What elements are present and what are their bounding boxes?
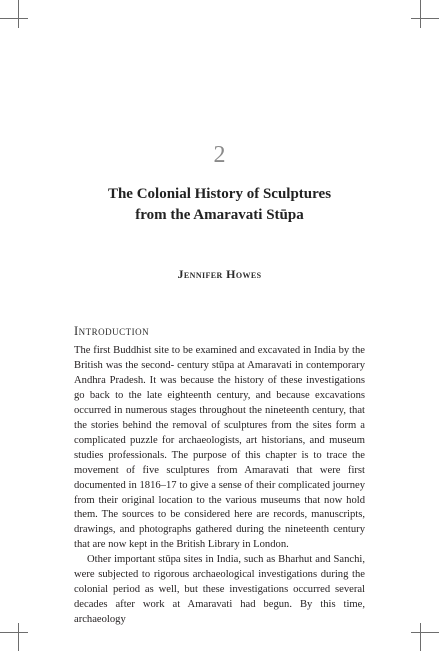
crop-mark-top-right-vertical: [420, 0, 421, 28]
body-text: [74, 344, 365, 628]
crop-mark-bottom-left-horizontal: [0, 632, 28, 633]
crop-mark-bottom-right-vertical: [420, 623, 421, 651]
body-paragraph: The first Buddhist site to be examined and excavated in India by the British was the second- century stūpa at Amaravati in contemporary Andhra Pradesh. It was because the history of these investigations go back to the late eighteenth century, and because excavations occurred in numerous stages throughout the nineteenth century, that the stories behind the removal of sculptures from the sites form a complicated puzzle for archaeologists, art historians, and museum studies professionals. The purpose of this chapter is to trace the movement of five sculptures from Amaravati that were first documented in 1816–17 to give a sense of their complicated journey from their original location to the various museums that now hold them. The sources to be considered here are records, manuscripts, drawings, and photographs gathered during the nineteenth century that are now kept in the British Library in London.: [74, 345, 365, 551]
chapter-title-line-1: The Colonial History of Sculptures: [107, 186, 332, 202]
crop-mark-top-left-horizontal: [0, 18, 28, 19]
chapter-title: [0, 184, 439, 226]
crop-mark-top-left-vertical: [18, 0, 19, 28]
chapter-number: 2: [213, 142, 226, 168]
crop-mark-bottom-right-horizontal: [411, 632, 439, 633]
chapter-author: Jennifer Howes: [177, 267, 262, 281]
crop-mark-top-right-horizontal: [411, 18, 439, 19]
chapter-title-line-2: from the Amaravati Stūpa: [135, 207, 304, 223]
section-heading: Introduction: [74, 324, 150, 338]
body-paragraph: Other important stūpa sites in India, such as Bharhut and Sanchi, were subjected to rigorous archaeological investigations during the colonial period as well, but these investigations occurred several decades after work at Amaravati had begun. By this time, archaeology: [74, 554, 365, 626]
crop-mark-bottom-left-vertical: [18, 623, 19, 651]
